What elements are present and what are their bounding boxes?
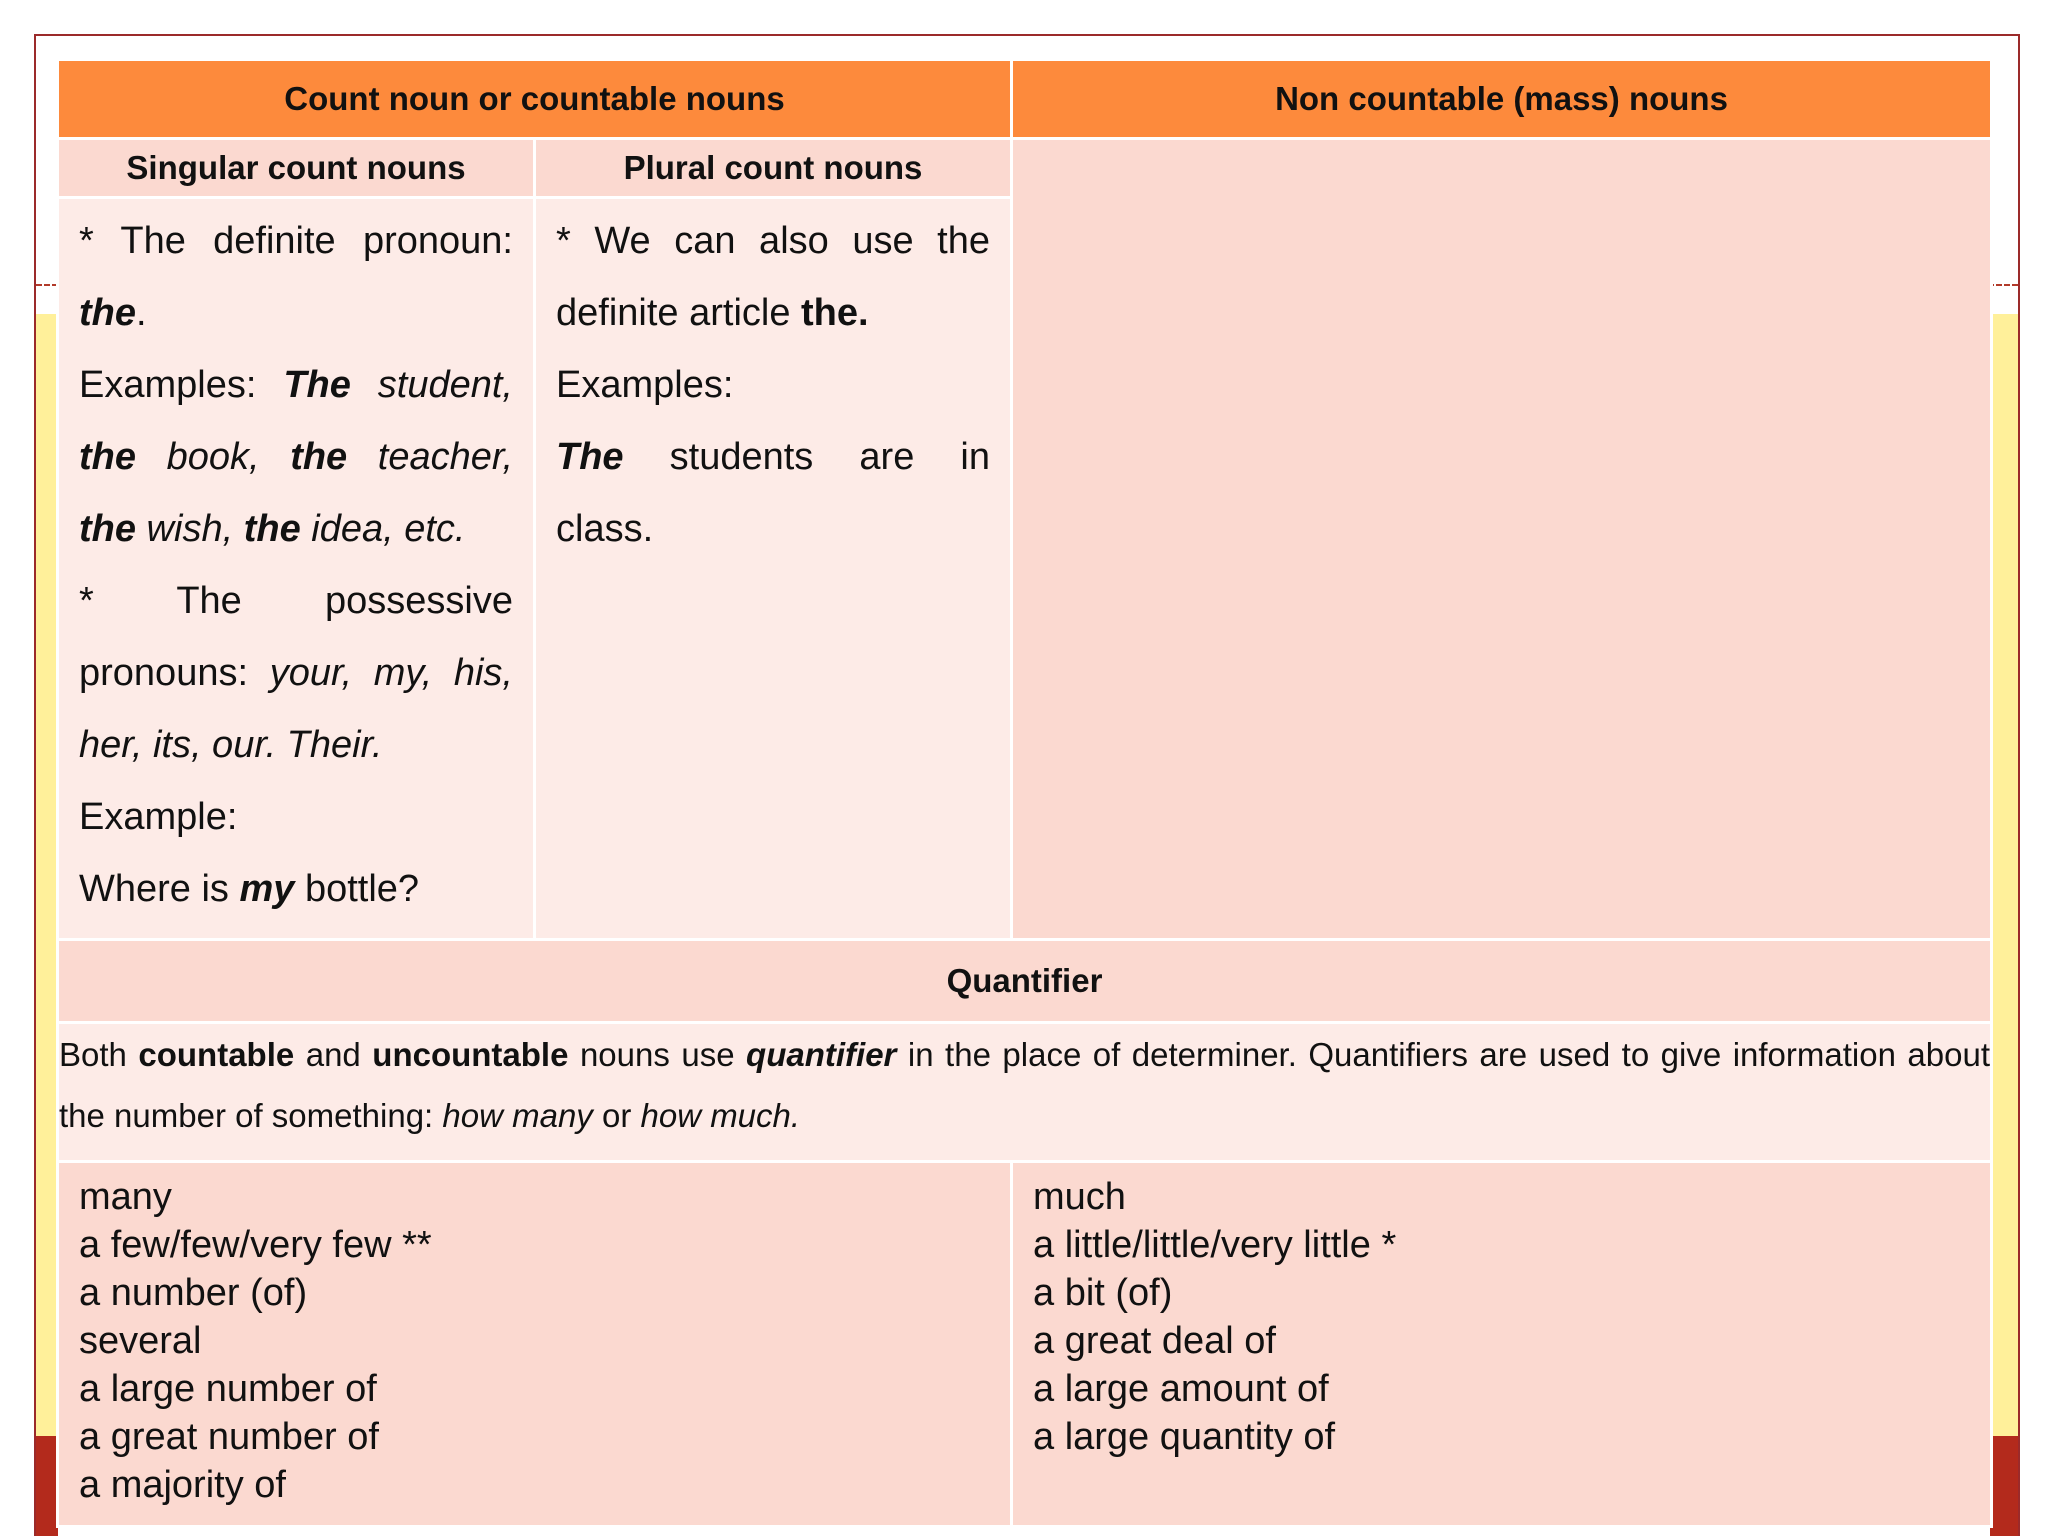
decor-footer-left — [36, 1436, 58, 1536]
noncount-cell — [1012, 139, 1992, 940]
header-count-nouns: Count noun or countable nouns — [58, 60, 1012, 139]
decor-footer-right — [1990, 1436, 2018, 1536]
list-item: a number (of) — [79, 1272, 308, 1314]
singular-example-label: Example: — [79, 796, 238, 838]
list-item: several — [79, 1320, 202, 1362]
decor-band-right — [1990, 314, 2018, 1436]
list-item: a little/little/very little * — [1033, 1224, 1397, 1266]
plural-example-sentence: The students are in class. — [556, 436, 990, 550]
decor-band-left — [36, 314, 58, 1436]
plural-definite: * We can also use the definite article the. — [556, 220, 990, 334]
count-quantifiers-cell — [58, 1162, 1012, 1527]
noncount-quantifier-list — [1013, 1163, 1990, 1461]
quantifier-title: Quantifier — [58, 940, 1992, 1023]
list-item: a few/few/very few ** — [79, 1224, 432, 1266]
plural-examples-label: Examples: — [556, 364, 734, 406]
list-item: a large quantity of — [1033, 1416, 1336, 1458]
singular-cell — [58, 198, 535, 940]
list-item: a large number of — [79, 1368, 377, 1410]
singular-possessive: * The possessive pronouns: your, my, his, her, its, our. Their. — [79, 580, 513, 766]
singular-example-sentence: Where is my bottle? — [79, 868, 420, 910]
subheader-plural: Plural count nouns — [535, 139, 1012, 198]
noncount-quantifiers-cell — [1012, 1162, 1992, 1527]
subheader-singular: Singular count nouns — [58, 139, 535, 198]
nouns-table — [56, 58, 1993, 1528]
list-item: a great number of — [79, 1416, 379, 1458]
list-item: a majority of — [79, 1464, 286, 1506]
singular-examples: Examples: The student, the book, the teacher, the wish, the idea, etc. — [79, 364, 514, 550]
list-item: a large amount of — [1033, 1368, 1329, 1410]
list-item: much — [1033, 1176, 1126, 1218]
slide-frame-right — [2018, 34, 2020, 1536]
quantifier-description: Both countable and uncountable nouns use quantifier in the place of determiner. Quantifiers are used to give information about the number of something: how many or how much. — [58, 1023, 1992, 1162]
count-quantifier-list — [59, 1163, 1010, 1509]
list-item: a great deal of — [1033, 1320, 1276, 1362]
singular-definite: * The definite pronoun: the. — [79, 220, 513, 334]
slide-frame-top — [34, 34, 2020, 36]
plural-cell — [535, 198, 1012, 940]
header-noncount-nouns: Non countable (mass) nouns — [1012, 60, 1992, 139]
list-item: a bit (of) — [1033, 1272, 1173, 1314]
list-item: many — [79, 1176, 172, 1218]
